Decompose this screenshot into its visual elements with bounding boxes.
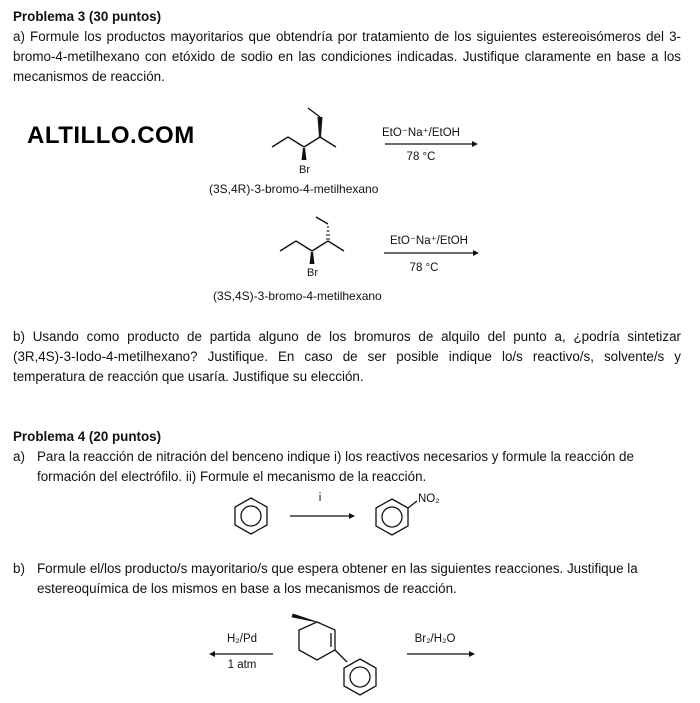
- reaction-1-conditions: 78 °C: [406, 151, 436, 163]
- benzene-ring: [235, 498, 267, 534]
- reaction-2-reagent: EtO⁻Na⁺/EtOH: [390, 235, 468, 247]
- bromine-label: Br: [299, 164, 310, 176]
- reaction-2-scheme: [260, 208, 490, 288]
- reaction-2-conditions: 78 °C: [409, 262, 439, 274]
- right-reagent: Br₂/H₂O: [414, 633, 456, 645]
- phenyl-ring: [344, 659, 376, 695]
- nitrobenzene-ring: [376, 499, 417, 535]
- problem-4-heading: Problema 4 (20 puntos): [13, 429, 162, 444]
- problem-4-part-a-text: Para la reacción de nitración del benceno indique i) los reactivos necesarios y formule la reacción de formación del electrófilo. ii) Formule el mecanismo de la reacción.: [37, 449, 634, 484]
- wedge-bond-3: [310, 252, 315, 264]
- list-marker: b): [13, 561, 25, 576]
- problem-3-part-a: a) Formule los productos mayoritarios que obtendría por tratamiento de los siguientes estereoisómeros del 3-bromo-4-metilhexano con etóxido de sodio en las condiciones indicadas. Justifique claramente en base a los mecanismos de reacción.: [13, 29, 681, 84]
- wedge-bond-2: [318, 117, 323, 137]
- nitration-reagent: i: [318, 492, 322, 504]
- reaction-1-reagent: EtO⁻Na⁺/EtOH: [382, 127, 460, 139]
- problem-3-part-b: b) Usando como producto de partida alguno de los bromuros de alquilo del punto a, ¿podría sintetizar (3R,4S)-3-Iodo-4-metilhexano? Justifique. En caso de ser posible indique lo/s reactivo/s, solvente/s y temperatura de reacción que usaría. Justifique su elección.: [13, 329, 681, 384]
- nitration-scheme: [225, 488, 465, 538]
- cyclohexene-ring: [299, 622, 347, 662]
- hashed-bond: [326, 227, 330, 239]
- list-marker: a): [13, 449, 25, 464]
- problem-3-heading: Problema 3 (30 puntos): [13, 9, 162, 24]
- reaction-1-compound-name: (3S,4R)-3-bromo-4-metilhexano: [209, 182, 379, 196]
- reaction-2-compound-name: (3S,4S)-3-bromo-4-metilhexano: [213, 289, 382, 303]
- problem-4-part-b-text: Formule el/los producto/s mayoritario/s que espera obtener en las siguientes reacciones. Justifique la estereoquímica de los mismos en base a los mecanismos de reacción.: [37, 561, 638, 596]
- methyl-wedge: [292, 614, 317, 622]
- nitro-group-label: NO₂: [418, 493, 440, 505]
- wedge-bond-1: [302, 148, 307, 160]
- alkene-reactions-scheme: [195, 612, 495, 700]
- reaction-1-scheme: [260, 100, 490, 180]
- bromine-label: Br: [307, 267, 318, 279]
- left-reagent: H₂/Pd: [226, 633, 258, 645]
- left-conditions: 1 atm: [227, 659, 257, 671]
- watermark-logo: ALTILLO.COM: [27, 122, 195, 149]
